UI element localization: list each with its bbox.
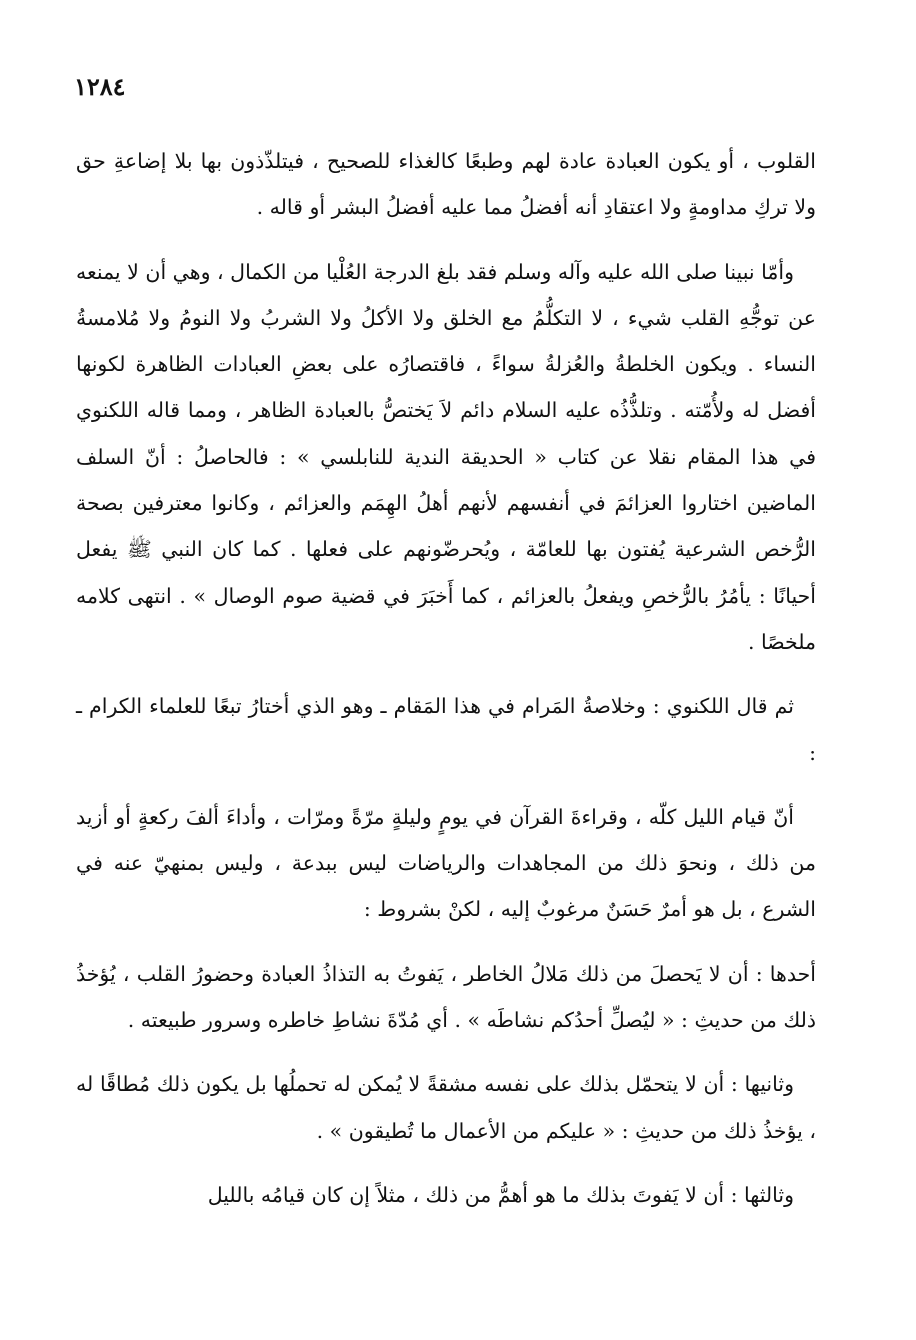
paragraph-prophet-perfection: وأمّا نبينا صلى الله عليه وآله وسلم فقد بلغ الدرجة العُلْيا من الكمال ، وهي أن لا يمنعه عن توجُّهِ القلب شيء ، لا التكلُّمُ مع الخلق ولا الأكلُ ولا الشربُ ولا النومُ ولا مُلامسةُ النساء . ويكون الخلطةُ والعُزلةُ سواءً ، فاقتصارُه على بعضِ العبادات الظاهرة لكونها أفضل له ولأُمّته . وتلذُّذُه عليه السلام دائم لاَ يَختصُّ بالعبادة الظاهر ، ومما قاله اللكنوي في هذا المقام نقلا عن كتاب « الحديقة الندية للنابلسي » : فالحاصلُ : أنّ السلف الماضين اختاروا العزائمَ في أنفسهم لأنهم أهلُ الهِمَم والعزائم ، وكانوا معترفين بصحة الرُّخص الشرعية يُفتون بها للعامّة ، ويُحرضّونهم على فعلها . كما كان النبي ﷺ يفعل أحيانًا : يأمُرُ بالرُّخصِ ويفعلُ بالعزائم ، كما أَخبَرَ في قضية صوم الوصال » . انتهى كلامه ملخصًا .: [76, 259, 816, 654]
paragraph-condition-third: وثالثها : أن لا يَفوتَ بذلك ما هو أهمُّ من ذلك ، مثلاً إن كان قيامُه بالليل: [207, 1182, 794, 1207]
paragraph-lakhnawi-summary: ثم قال اللكنوي : وخلاصةُ المَرام في هذا المَقام ـ وهو الذي أختارُ تبعًا للعلماء الكرام ـ :: [76, 694, 816, 765]
paragraph-condition-first: أحدها : أن لا يَحصلَ من ذلك مَلالُ الخاطر ، يَفوتُ به التذاذُ العبادة وحضورُ القلب ، يُؤخذُ ذلك من حديثِ : « ليُصلِّ أحدُكم نشاطَه » . أي مُدّةَ نشاطِ خاطره وسرور طبيعته .: [76, 961, 816, 1033]
paragraph-condition-second: وثانيها : أن لا يتحمّل بذلك على نفسه مشقةً لا يُمكن له تحملُها بل يكون ذلك مُطاقًا له ، يؤخذُ ذلك من حديثِ : « عليكم من الأعمال ما تُطيقون » .: [76, 1072, 816, 1143]
paragraph-continuation: القلوب ، أو يكون العبادة عادة لهم وطبعًا كالغذاء للصحيح ، فيتلذّذون بها بلا إضاعةِ حق ولا تركِ مداومةٍ ولا اعتقادِ أنه أفضلُ مما عليه أفضلُ البشر أو قاله .: [76, 149, 816, 220]
paragraph-night-prayer: أنّ قيام الليل كلّه ، وقراءةَ القرآن في يومٍ وليلةٍ مرّةً ومرّات ، وأداءَ ألفَ ركعةٍ أو أزيد من ذلك ، ونحوَ ذلك من المجاهدات والرياضات ليس ببدعة ، وليس بمنهيّ عنه في الشرع ، بل هو أمرٌ حَسَنٌ مرغوبٌ إليه ، لكنْ بشروط :: [76, 804, 816, 922]
body-text: [76, 138, 816, 1236]
page-number: ١٢٨٤: [74, 72, 126, 101]
